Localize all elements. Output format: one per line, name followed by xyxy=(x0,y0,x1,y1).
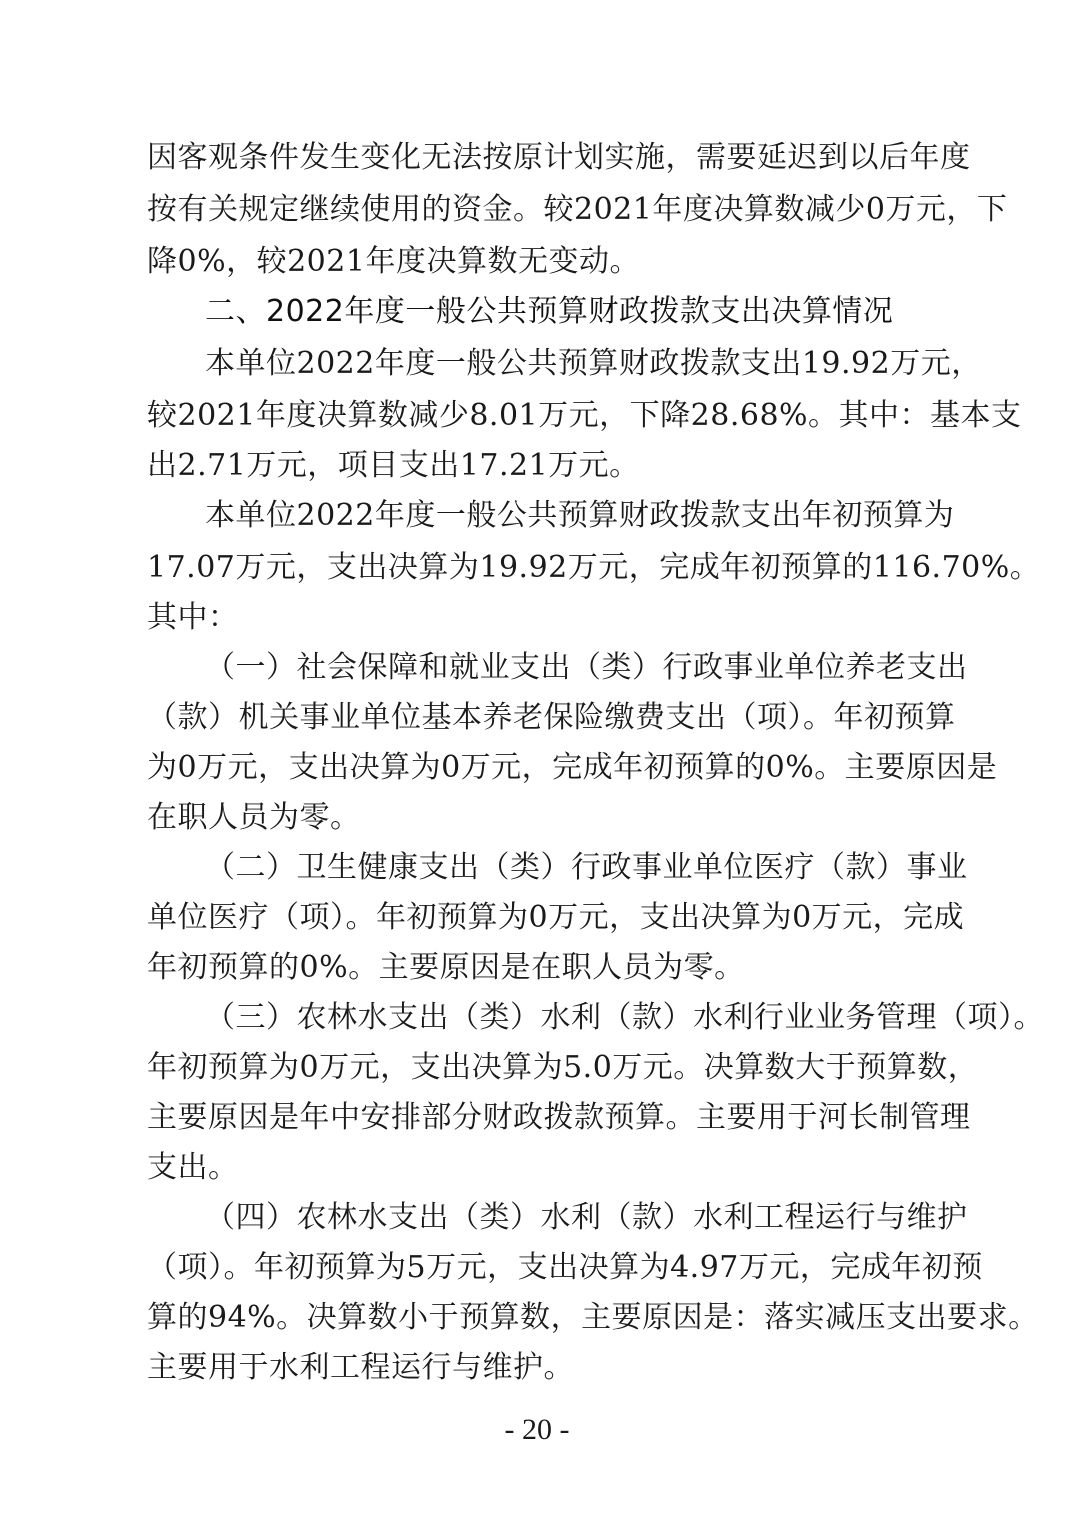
paragraph-line: 在职人员为零。 xyxy=(147,800,361,835)
paragraph-line: 主要用于水利工程运行与维护。 xyxy=(147,1350,574,1385)
paragraph-line: 降0%，较2021年度决算数无变动。 xyxy=(147,244,640,279)
paragraph-line: 本单位2022年度一般公共预算财政拨款支出19.92万元， xyxy=(205,346,982,381)
paragraph-line: 年初预算的0%。主要原因是在职人员为零。 xyxy=(147,950,745,985)
page-number: - 20 - xyxy=(504,1413,570,1446)
paragraph-line: （项）。年初预算为5万元，支出决算为4.97万元，完成年初预 xyxy=(147,1250,983,1285)
paragraph-line: 单位医疗（项）。年初预算为0万元，支出决算为0万元，完成 xyxy=(147,900,965,935)
paragraph-line: 为0万元，支出决算为0万元，完成年初预算的0%。主要原因是 xyxy=(147,750,998,785)
section-heading: 二、2022年度一般公共预算财政拨款支出决算情况 xyxy=(205,294,894,329)
paragraph-line: （二）卫生健康支出（类）行政事业单位医疗（款）事业 xyxy=(205,850,968,885)
paragraph-line: （三）农林水支出（类）水利（款）水利行业业务管理（项）。 xyxy=(205,1000,1044,1035)
paragraph-line: （款）机关事业单位基本养老保险缴费支出（项）。年初预算 xyxy=(147,700,956,735)
paragraph-line: 因客观条件发生变化无法按原计划实施，需要延迟到以后年度 xyxy=(147,140,971,175)
paragraph-line: 年初预算为0万元，支出决算为5.0万元。决算数大于预算数， xyxy=(147,1050,979,1085)
paragraph-line: 其中： xyxy=(147,600,239,635)
paragraph-line: 较2021年度决算数减少8.01万元，下降28.68%。其中：基本支 xyxy=(147,398,1022,433)
paragraph-line: 17.07万元，支出决算为19.92万元，完成年初预算的116.70%。 xyxy=(147,550,1041,585)
paragraph-line: （一）社会保障和就业支出（类）行政事业单位养老支出 xyxy=(205,650,968,685)
paragraph-line: 主要原因是年中安排部分财政拨款预算。主要用于河长制管理 xyxy=(147,1100,971,1135)
paragraph-line: 支出。 xyxy=(147,1150,239,1185)
paragraph-line: 按有关规定继续使用的资金。较2021年度决算数减少0万元，下 xyxy=(147,192,1008,227)
paragraph-line: 算的94%。决算数小于预算数，主要原因是：落实减压支出要求。 xyxy=(147,1300,1039,1335)
paragraph-line: 本单位2022年度一般公共预算财政拨款支出年初预算为 xyxy=(205,498,955,533)
paragraph-line: （四）农林水支出（类）水利（款）水利工程运行与维护 xyxy=(205,1200,968,1235)
paragraph-line: 出2.71万元，项目支出17.21万元。 xyxy=(147,448,640,483)
